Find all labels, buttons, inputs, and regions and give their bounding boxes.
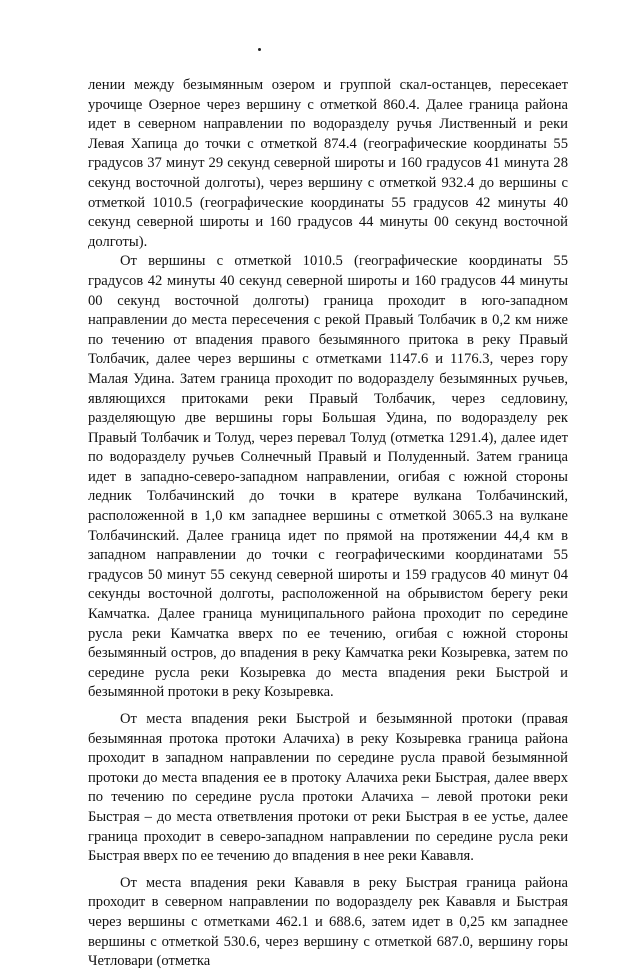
paragraph-boundary-from-kavavlya-confluence: От места впадения реки Кававля в реку Быстрая граница района проходит в северном направлении по водоразделу рек Кававля и Быстрая через вершины с отметками 462.1 и 688.6, затем идет в 0,25 км западнее вершины с отметкой 530.6, через вершину с отметкой 687.0, вершину горы Четловари (отметка [88,874,568,970]
document-body [88,76,568,972]
paragraph-continuation: лении между безымянным озером и группой скал-останцев, пересекает урочище Озерное через вершину с отметкой 860.4. Далее граница района идет в северном направлении по водоразделу ручья Лиственный и реки Левая Хапица до точки с отметкой 874.4 (географические координаты 55 градусов 37 минут 29 секунд северной широты и 160 градусов 41 минута 28 секунд восточной долготы), через вершину с отметкой 932.4 до вершины с отметкой 1010.5 (географические координаты 55 градусов 42 минуты 40 секунд северной широты и 160 градусов 44 минуты 00 секунд восточной долготы). [88,77,568,250]
paragraph-boundary-from-1010-5: От вершины с отметкой 1010.5 (географические координаты 55 градусов 42 минуты 40 секунд северной широты и 160 градусов 44 минуты 00 секунд восточной долготы) граница проходит в юго-западном направлении до места пересечения с рекой Правый Толбачик в 0,2 км ниже по течению от впадения правого безымянного притока в реку Правый Толбачик, далее через вершины с отметками 1147.6 и 1176.3, через гору Малая Удина. Затем граница проходит по водоразделу безымянных ручьев, являющихся притоками реки Правый Толбачик, через седловину, разделяющую две вершины горы Большая Удина, по водоразделу рек Правый Толбачик и Толуд, через перевал Толуд (отметка 1291.4), далее идет по водоразделу ручьев Солнечный Правый и Полуденный. Затем граница идет в западно-северо-западном направлении, огибая с южной стороны ледник Толбачинский до точки в кратере вулкана Толбачинский, расположенной в 1,0 км западнее вершины с отметкой 3065.3 на вулкане Толбачинский. Далее граница идет по прямой на протяжении 44,4 км в западном направлении до точки с географическими координатами 55 градусов 50 минут 55 секунд северной широты и 159 градусов 40 минут 04 секунды восточной долготы, расположенной на обрывистом берегу реки Камчатка. Далее граница муниципального района проходит по середине русла реки Камчатка вверх по ее течению, огибая с южной стороны безымянный остров, до впадения в реку Камчатка реки Козыревка, затем по середине русла реки Козыревка до места впадения реки Быстрой и безымянной протоки в реку Козыревка. [88,253,568,701]
page-dot-mark [258,48,261,51]
paragraph-boundary-from-bystraya-confluence: От места впадения реки Быстрой и безымянной протоки (правая безымянная протока протоки Алачиха) в реку Козыревка граница района проходит в западном направлении по середине русла правой безымянной протоки до места впадения ее в протоку Алачиха реки Быстрая, далее вверх по течению по середине русла протоки Алачиха – левой протоки реки Быстрая – до места ответвления протоки от реки Быстрая в ее устье, далее граница проходит в северо-западном направлении по середине русла реки Быстрая вверх по ее течению до впадения в нее реки Кававля. [88,711,568,865]
